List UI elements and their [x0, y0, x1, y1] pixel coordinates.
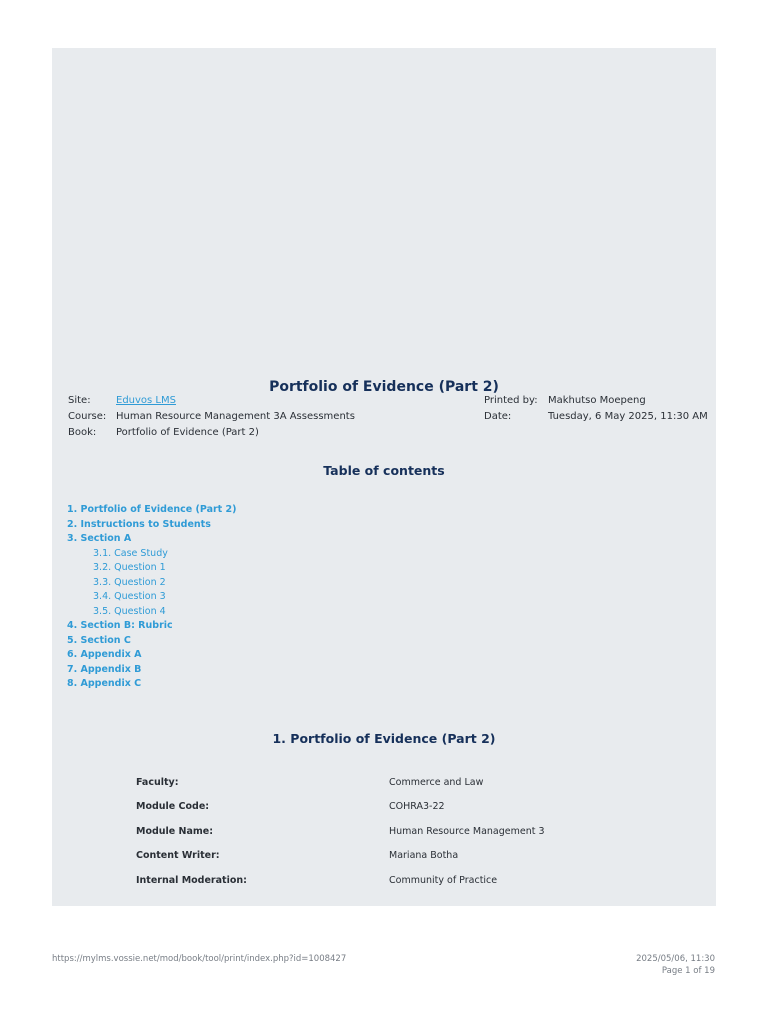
meta-row-printed-by — [484, 393, 708, 409]
toc-item[interactable]: 3.1. Case Study — [93, 547, 168, 559]
toc-item[interactable]: 3.3. Question 2 — [93, 576, 166, 588]
toc-item[interactable]: 3.2. Question 1 — [93, 562, 166, 573]
footer-datetime: 2025/05/06, 11:30 — [636, 954, 715, 964]
meta-key: Site: — [68, 395, 91, 406]
meta-value: Tuesday, 6 May 2025, 11:30 AM — [548, 411, 708, 422]
info-row — [136, 795, 545, 819]
meta-value: Makhutso Moepeng — [548, 395, 646, 406]
footer-right — [636, 954, 715, 977]
info-value: Human Resource Management 3 — [389, 825, 545, 837]
footer-page-number: Page 1 of 19 — [661, 965, 715, 976]
info-value: Mariana Botha — [389, 850, 459, 862]
meta-key: Date: — [484, 411, 512, 422]
toc-item[interactable]: 7. Appendix B — [67, 663, 142, 675]
info-row — [136, 771, 545, 795]
toc-item[interactable]: 4. Section B: Rubric — [67, 620, 173, 631]
meta-row-course — [68, 409, 355, 425]
info-value: Community of Practice — [389, 874, 498, 886]
toc-item[interactable]: 5. Section C — [67, 634, 131, 646]
section-heading: 1. Portfolio of Evidence (Part 2) — [272, 731, 496, 746]
toc-item[interactable]: 2. Instructions to Students — [67, 518, 211, 530]
toc-heading: Table of contents — [323, 463, 445, 478]
site-link[interactable]: Eduvos LMS — [116, 395, 176, 406]
meta-right — [484, 393, 708, 425]
module-info-table — [136, 771, 545, 893]
toc-item[interactable]: 3.5. Question 4 — [93, 605, 166, 617]
toc-item[interactable]: 6. Appendix A — [67, 649, 142, 660]
toc-item[interactable]: 3.4. Question 3 — [93, 591, 166, 602]
toc-item[interactable]: 3. Section A — [67, 533, 132, 544]
info-value: COHRA3-22 — [389, 801, 445, 813]
info-key: Faculty: — [136, 777, 179, 788]
meta-value: Human Resource Management 3A Assessments — [116, 411, 355, 422]
info-row — [136, 820, 545, 844]
table-of-contents — [67, 503, 237, 692]
meta-row-site — [68, 393, 355, 409]
footer-url: https://mylms.vossie.net/mod/book/tool/print/index.php?id=1008427 — [52, 954, 347, 964]
info-value: Commerce and Law — [389, 777, 484, 788]
meta-value: Portfolio of Evidence (Part 2) — [116, 427, 259, 438]
info-row — [136, 869, 545, 893]
meta-key: Book: — [68, 427, 97, 438]
meta-row-book — [68, 425, 355, 441]
print-sheet — [52, 48, 716, 906]
toc-item[interactable]: 1. Portfolio of Evidence (Part 2) — [67, 504, 237, 515]
info-key: Internal Moderation: — [136, 874, 247, 886]
meta-left — [68, 393, 355, 441]
info-key: Content Writer: — [136, 850, 220, 862]
toc-item[interactable]: 8. Appendix C — [67, 678, 142, 689]
meta-key: Course: — [68, 411, 107, 422]
book-title: Portfolio of Evidence (Part 2) — [269, 379, 499, 395]
info-key: Module Name: — [136, 825, 214, 837]
meta-key: Printed by: — [484, 395, 538, 406]
info-row — [136, 844, 545, 868]
info-key: Module Code: — [136, 801, 210, 813]
meta-row-date — [484, 409, 708, 425]
